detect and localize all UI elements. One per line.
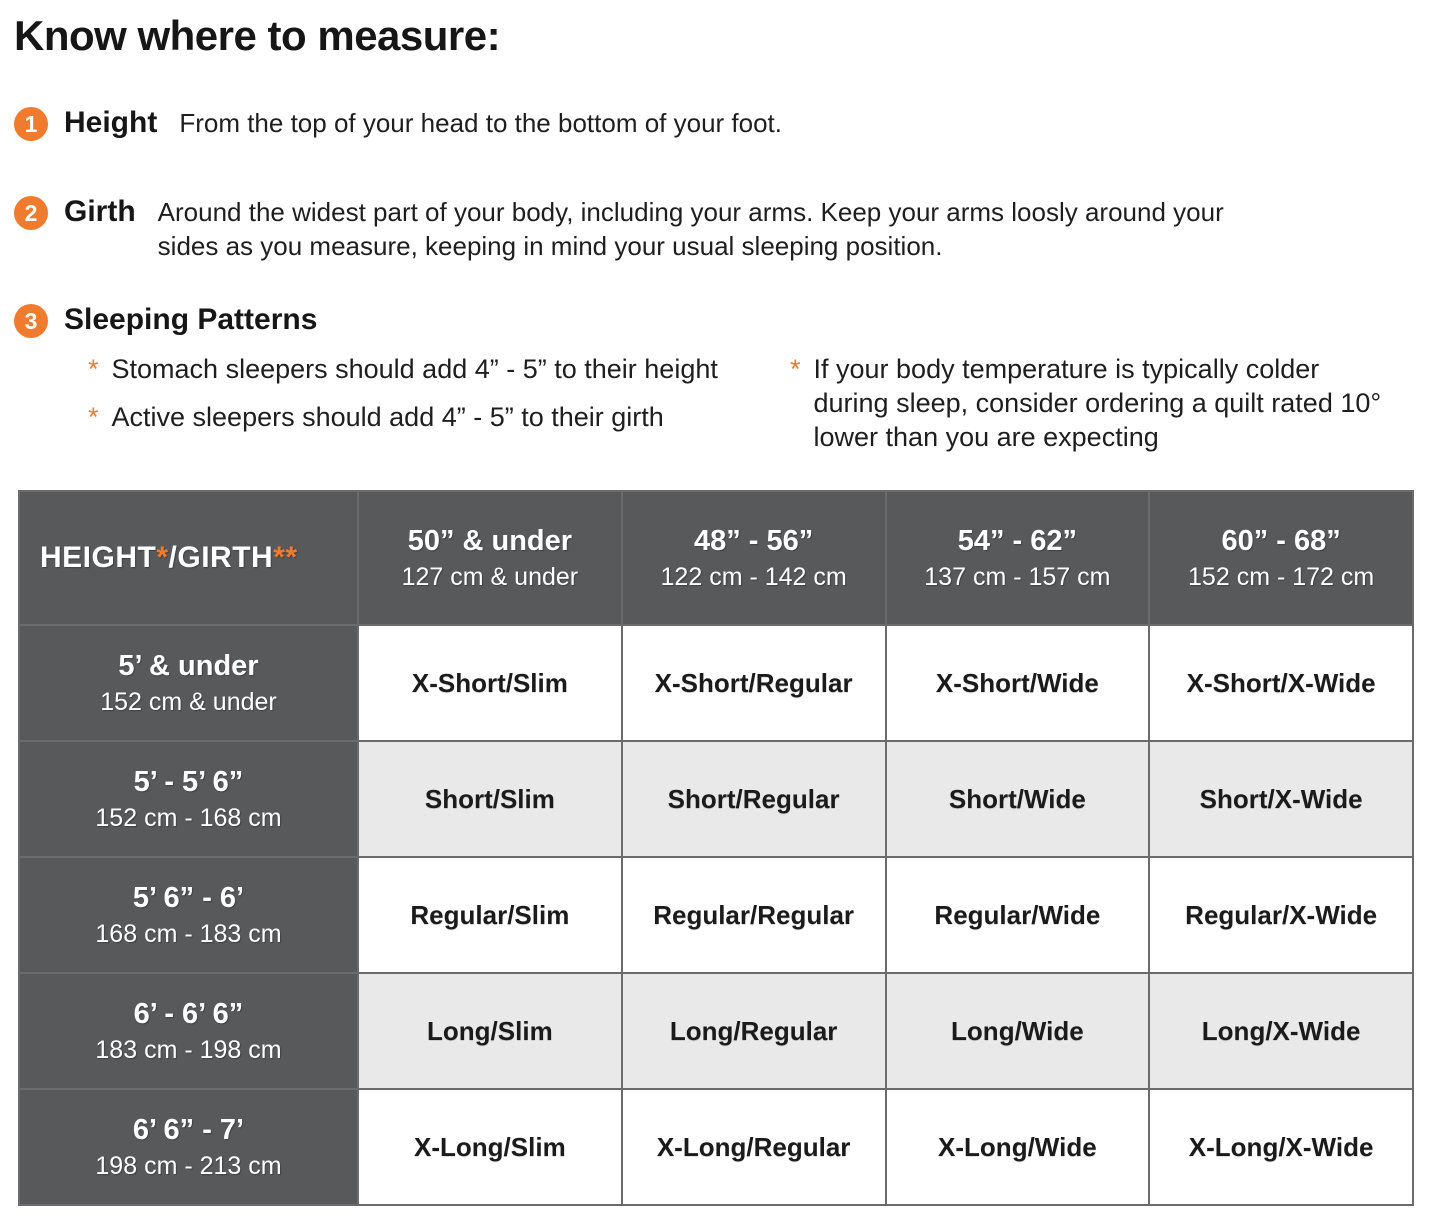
asterisk-marker: * [790,354,801,385]
column-header-girth-2 [623,492,885,624]
size-cell: Regular/Slim [359,858,621,972]
column-header-girth-4 [1150,492,1412,624]
height-range-cm: 152 cm & under [100,687,277,716]
size-cell: X-Short/Regular [623,626,885,740]
asterisk-marker: * [88,354,99,385]
size-cell: X-Short/X-Wide [1150,626,1412,740]
size-cell: Short/Slim [359,742,621,856]
height-range-feet: 5’ & under [118,649,259,682]
step-number: 1 [24,110,38,137]
notes-left-column [88,352,790,454]
step-description: From the top of your head to the bottom of your foot. [179,108,782,138]
height-range-cm: 168 cm - 183 cm [95,919,282,948]
height-range-cm: 152 cm - 168 cm [95,803,282,832]
step-label: Height [64,106,158,139]
corner-label: /GIRTH [168,541,274,575]
size-cell: Short/X-Wide [1150,742,1412,856]
size-cell: Long/X-Wide [1150,974,1412,1088]
size-cell: X-Long/Regular [623,1090,885,1204]
step-3-number-badge [14,304,48,338]
note-item [88,400,790,434]
corner-label: HEIGHT [40,541,157,575]
height-range-feet: 6’ - 6’ 6” [133,997,244,1030]
size-cell: Short/Wide [887,742,1149,856]
girth-range-cm: 137 cm - 157 cm [924,562,1111,591]
height-range-cm: 198 cm - 213 cm [95,1151,282,1180]
step-body [64,195,1253,263]
size-cell: Regular/Wide [887,858,1149,972]
size-cell: Regular/X-Wide [1150,858,1412,972]
size-cell: Long/Wide [887,974,1149,1088]
size-cell: X-Short/Slim [359,626,621,740]
size-cell: Long/Regular [623,974,885,1088]
step-sleeping-patterns [14,303,1418,338]
height-range-feet: 6’ 6” - 7’ [132,1113,245,1146]
step-1-number-badge [14,107,48,141]
asterisk-marker: * [156,541,169,575]
asterisk-marker: ** [273,541,298,575]
row-header-height-3 [20,858,357,972]
size-table [18,490,1414,1206]
note-text: If your body temperature is typically colder during sleep, consider ordering a quilt rated 10° lower than you are expecting [813,354,1382,453]
asterisk-marker: * [88,402,99,433]
corner-header [20,492,357,624]
size-cell: X-Short/Wide [887,626,1149,740]
note-item [88,352,790,386]
girth-range-inches: 54” - 62” [957,524,1078,557]
size-cell: Regular/Regular [623,858,885,972]
size-cell: Long/Slim [359,974,621,1088]
step-label: Sleeping Patterns [64,303,318,337]
girth-range-inches: 50” & under [407,524,573,557]
height-range-cm: 183 cm - 198 cm [95,1035,282,1064]
size-cell: X-Long/X-Wide [1150,1090,1412,1204]
step-body [64,303,339,337]
step-number: 3 [24,307,38,334]
girth-range-inches: 48” - 56” [693,524,814,557]
size-cell: X-Long/Slim [359,1090,621,1204]
note-text: Stomach sleepers should add 4” - 5” to their height [111,354,718,385]
step-girth [14,195,1418,263]
step-height [14,106,1418,141]
step-label: Girth [64,195,136,228]
size-cell: X-Long/Wide [887,1090,1149,1204]
step-2-number-badge [14,196,48,230]
girth-range-cm: 152 cm - 172 cm [1188,562,1375,591]
step-number: 2 [24,199,38,226]
row-header-height-2 [20,742,357,856]
notes-right-column [790,352,1400,454]
step-description: Around the widest part of your body, including your arms. Keep your arms loosly around your sides as you measure, keeping in mind your usual sleeping position. [157,197,1224,262]
row-header-height-1 [20,626,357,740]
girth-range-cm: 122 cm - 142 cm [660,562,847,591]
row-header-height-4 [20,974,357,1088]
note-text: Active sleepers should add 4” - 5” to their girth [111,402,664,433]
column-header-girth-1 [359,492,621,624]
size-cell: Short/Regular [623,742,885,856]
sleeping-pattern-notes [14,352,1418,454]
page-title: Know where to measure: [14,12,501,59]
step-body [64,106,782,140]
girth-range-inches: 60” - 68” [1221,524,1341,557]
note-item [790,352,1400,454]
girth-range-cm: 127 cm & under [401,562,579,591]
height-range-feet: 5’ 6” - 6’ [132,881,245,914]
row-header-height-5 [20,1090,357,1204]
column-header-girth-3 [887,492,1149,624]
height-range-feet: 5’ - 5’ 6” [133,765,244,798]
